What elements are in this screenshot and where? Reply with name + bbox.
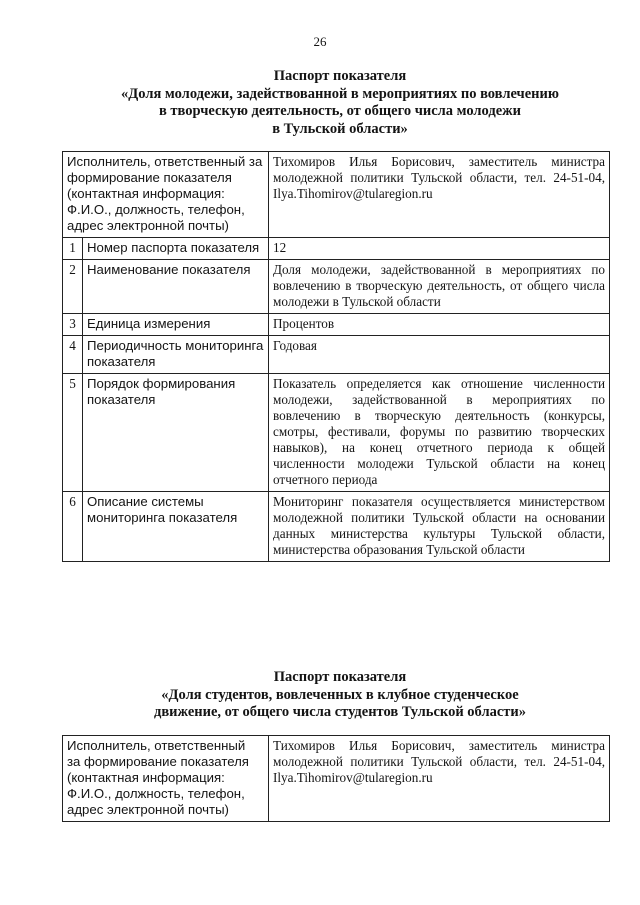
passport-2-title-line: движение, от общего числа студентов Тульской области» (154, 704, 526, 720)
row-value: Годовая (269, 336, 610, 374)
executor-label-line: Исполнитель, ответственный (67, 738, 246, 753)
passport-2-title-line: Паспорт показателя (273, 669, 407, 685)
row-number: 5 (63, 374, 83, 492)
row-number: 2 (63, 260, 83, 314)
row-number: 1 (63, 238, 83, 260)
passport-2-executor-row (63, 736, 610, 822)
row-value: Показатель определяется как отношение численности молодежи, задействованной в мероприятиях по вовлечению в творческую деятельность (конкурсы, смотры, фестивали, форумы по развитию творческих навыков), на конец отчетного периода к общей численности молодежи Тульской области на конец отчетного периода (269, 374, 610, 492)
passport-1-table (62, 151, 610, 562)
executor-label (63, 736, 269, 822)
row-number: 4 (63, 336, 83, 374)
passport-1-title-line: в творческую деятельность, от общего числа молодежи (158, 103, 522, 119)
passport-1-title (40, 68, 640, 138)
row-value: Процентов (269, 314, 610, 336)
row-label: Описание системы мониторинга показателя (83, 492, 269, 562)
row-label: Порядок формирования показателя (83, 374, 269, 492)
table-row (63, 260, 610, 314)
row-value: Доля молодежи, задействованной в мероприятиях по вовлечению в творческую деятельность, от общего числа молодежи в Тульской области (269, 260, 610, 314)
row-label: Периодичность мониторинга показателя (83, 336, 269, 374)
executor-label-line: адрес электронной почты) (67, 802, 229, 817)
executor-label-line: Ф.И.О., должность, телефон, (67, 786, 245, 801)
row-label: Номер паспорта показателя (83, 238, 269, 260)
executor-label-line: за формирование показателя (67, 754, 249, 769)
executor-label: Исполнитель, ответственный за формирование показателя (контактная информация: Ф.И.О., должность, телефон, адрес электронной почты) (63, 152, 269, 238)
row-number: 3 (63, 314, 83, 336)
passport-1-title-line: Паспорт показателя (273, 68, 407, 84)
table-row (63, 314, 610, 336)
passport-2-table (62, 735, 610, 822)
table-row (63, 238, 610, 260)
table-row (63, 336, 610, 374)
executor-value: Тихомиров Илья Борисович, заместитель министра молодежной политики Тульской области, тел. 24-51-04, Ilya.Tihomirov@tularegion.ru (269, 736, 610, 822)
table-row (63, 492, 610, 562)
row-number: 6 (63, 492, 83, 562)
row-label: Единица измерения (83, 314, 269, 336)
row-value: 12 (269, 238, 610, 260)
passport-1-executor-row (63, 152, 610, 238)
passport-1-title-line: «Доля молодежи, задействованной в мероприятиях по вовлечению (121, 85, 559, 102)
row-value: Мониторинг показателя осуществляется министерством молодежной политики Тульской области на основании данных министерства культуры Тульской области, министерства образования Тульской области (269, 492, 610, 562)
table-row (63, 374, 610, 492)
executor-label-line: (контактная информация: (67, 770, 225, 785)
passport-2-title (40, 669, 640, 722)
passport-1-title-line: в Тульской области» (272, 120, 408, 137)
page-number: 26 (313, 34, 327, 49)
row-label: Наименование показателя (83, 260, 269, 314)
passport-2-title-line: «Доля студентов, вовлеченных в клубное студенческое (161, 686, 519, 703)
executor-value: Тихомиров Илья Борисович, заместитель министра молодежной политики Тульской области, тел. 24-51-04, Ilya.Tihomirov@tularegion.ru (269, 152, 610, 238)
